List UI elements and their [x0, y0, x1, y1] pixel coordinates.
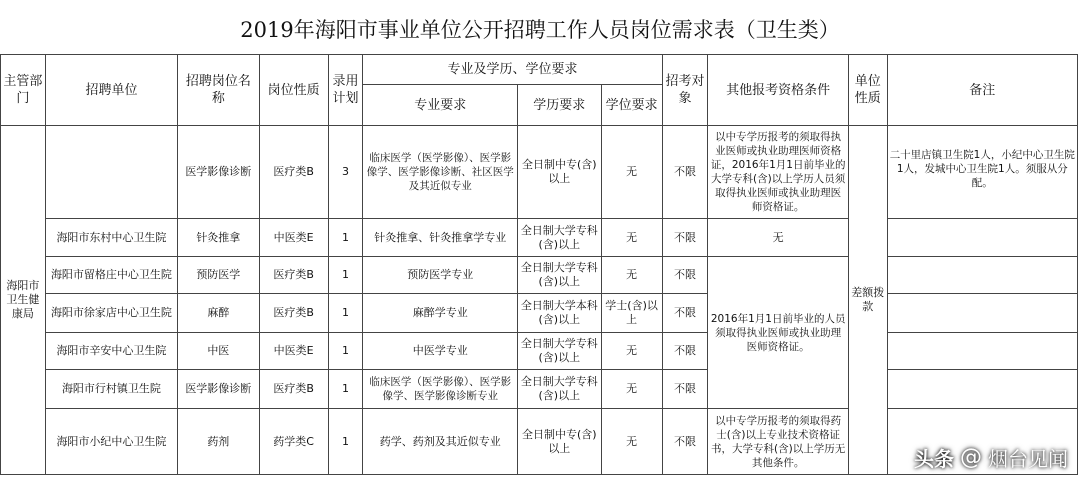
nature-cell: 医疗类B [259, 294, 328, 333]
header-other: 其他报考资格条件 [708, 55, 848, 126]
edu-cell: 全日制大学专科(含)以上 [518, 257, 601, 294]
degree-cell: 无 [601, 257, 662, 294]
major-cell: 针灸推拿、针灸推拿学专业 [363, 219, 518, 257]
plan-cell: 1 [328, 409, 363, 475]
post-cell: 药剂 [178, 409, 259, 475]
plan-cell: 3 [328, 126, 363, 219]
unit-cell: 海阳市东村中心卫生院 [45, 219, 177, 257]
remark-cell [887, 370, 1077, 409]
table-row [1, 333, 1078, 370]
degree-cell: 无 [601, 333, 662, 370]
post-cell: 针灸推拿 [178, 219, 259, 257]
table-row [1, 294, 1078, 333]
degree-cell: 无 [601, 370, 662, 409]
post-cell: 预防医学 [178, 257, 259, 294]
post-cell: 麻醉 [178, 294, 259, 333]
unit-cell: 海阳市留格庄中心卫生院 [45, 257, 177, 294]
target-cell: 不限 [662, 333, 708, 370]
target-cell: 不限 [662, 219, 708, 257]
watermark-separator: @ [960, 444, 982, 470]
other-conditions-cell: 以中专学历报考的须取得药士(含)以上专业技术资格证书，大学专科(含)以上学历无其他条件。 [708, 409, 848, 475]
target-cell: 不限 [662, 126, 708, 219]
header-post: 招聘岗位名称 [178, 55, 259, 126]
degree-cell: 无 [601, 409, 662, 475]
other-conditions-cell: 无 [708, 219, 848, 257]
plan-cell: 1 [328, 294, 363, 333]
watermark-account: 烟台见闻 [988, 446, 1068, 471]
nature-cell: 医疗类B [259, 370, 328, 409]
remark-cell: 二十里店镇卫生院1人，小纪中心卫生院1人，发城中心卫生院1人。须服从分配。 [887, 126, 1077, 219]
nature-cell: 药学类C [259, 409, 328, 475]
nature-cell: 中医类E [259, 333, 328, 370]
edu-cell: 全日制中专(含)以上 [518, 126, 601, 219]
edu-cell: 全日制大学专科(含)以上 [518, 219, 601, 257]
target-cell: 不限 [662, 294, 708, 333]
major-cell: 临床医学（医学影像）、医学影像学、医学影像诊断专业 [363, 370, 518, 409]
target-cell: 不限 [662, 257, 708, 294]
remark-cell [887, 333, 1077, 370]
major-cell: 药学、药剂及其近似专业 [363, 409, 518, 475]
major-cell: 临床医学（医学影像）、医学影像学、医学影像诊断、社区医学及其近似专业 [363, 126, 518, 219]
major-cell: 中医学专业 [363, 333, 518, 370]
watermark [914, 442, 1068, 472]
page-title: 2019年海阳市事业单位公开招聘工作人员岗位需求表（卫生类） [240, 18, 840, 42]
degree-cell: 无 [601, 126, 662, 219]
nature-cell: 医疗类B [259, 257, 328, 294]
target-cell: 不限 [662, 370, 708, 409]
table-row [1, 126, 1078, 219]
table-row [1, 219, 1078, 257]
header-major-group: 专业及学历、学位要求 [363, 55, 662, 85]
header-target: 招考对象 [662, 55, 708, 126]
major-cell: 预防医学专业 [363, 257, 518, 294]
header-remark: 备注 [887, 55, 1077, 126]
header-unit: 招聘单位 [45, 55, 177, 126]
table-row [1, 370, 1078, 409]
header-unit-nature: 单位性质 [848, 55, 887, 126]
post-cell: 医学影像诊断 [178, 370, 259, 409]
target-cell: 不限 [662, 409, 708, 475]
degree-cell: 学士(含)以上 [601, 294, 662, 333]
recruitment-table [0, 54, 1078, 475]
plan-cell: 1 [328, 257, 363, 294]
unit-cell: 海阳市辛安中心卫生院 [45, 333, 177, 370]
remark-cell [887, 294, 1077, 333]
unit-nature-cell: 差额拨款 [848, 126, 887, 475]
nature-cell: 医疗类B [259, 126, 328, 219]
nature-cell: 中医类E [259, 219, 328, 257]
unit-cell: 海阳市行村镇卫生院 [45, 370, 177, 409]
major-cell: 麻醉学专业 [363, 294, 518, 333]
watermark-brand: 头条 [914, 446, 954, 471]
edu-cell: 全日制大学专科(含)以上 [518, 333, 601, 370]
unit-cell: 海阳市徐家店中心卫生院 [45, 294, 177, 333]
edu-cell: 全日制中专(含)以上 [518, 409, 601, 475]
plan-cell: 1 [328, 219, 363, 257]
header-dept: 主管部门 [1, 55, 46, 126]
unit-cell [45, 126, 177, 219]
edu-cell: 全日制大学专科(含)以上 [518, 370, 601, 409]
post-cell: 医学影像诊断 [178, 126, 259, 219]
other-conditions-cell: 2016年1月1日前毕业的人员须取得执业医师或执业助理医师资格证。 [708, 257, 848, 409]
header-major: 专业要求 [363, 85, 518, 126]
header-degree: 学位要求 [601, 85, 662, 126]
unit-cell: 海阳市小纪中心卫生院 [45, 409, 177, 475]
remark-cell [887, 257, 1077, 294]
post-cell: 中医 [178, 333, 259, 370]
header-edu: 学历要求 [518, 85, 601, 126]
edu-cell: 全日制大学本科(含)以上 [518, 294, 601, 333]
plan-cell: 1 [328, 370, 363, 409]
table-row [1, 257, 1078, 294]
other-conditions-cell: 以中专学历报考的须取得执业医师或执业助理医师资格证，2016年1月1日前毕业的大学专科(含)以上学历人员须取得执业医师或执业助理医师资格证。 [708, 126, 848, 219]
degree-cell: 无 [601, 219, 662, 257]
dept-cell: 海阳市卫生健康局 [1, 126, 46, 475]
remark-cell [887, 219, 1077, 257]
plan-cell: 1 [328, 333, 363, 370]
header-nature: 岗位性质 [259, 55, 328, 126]
header-row [1, 55, 1078, 85]
header-plan: 录用计划 [328, 55, 363, 126]
